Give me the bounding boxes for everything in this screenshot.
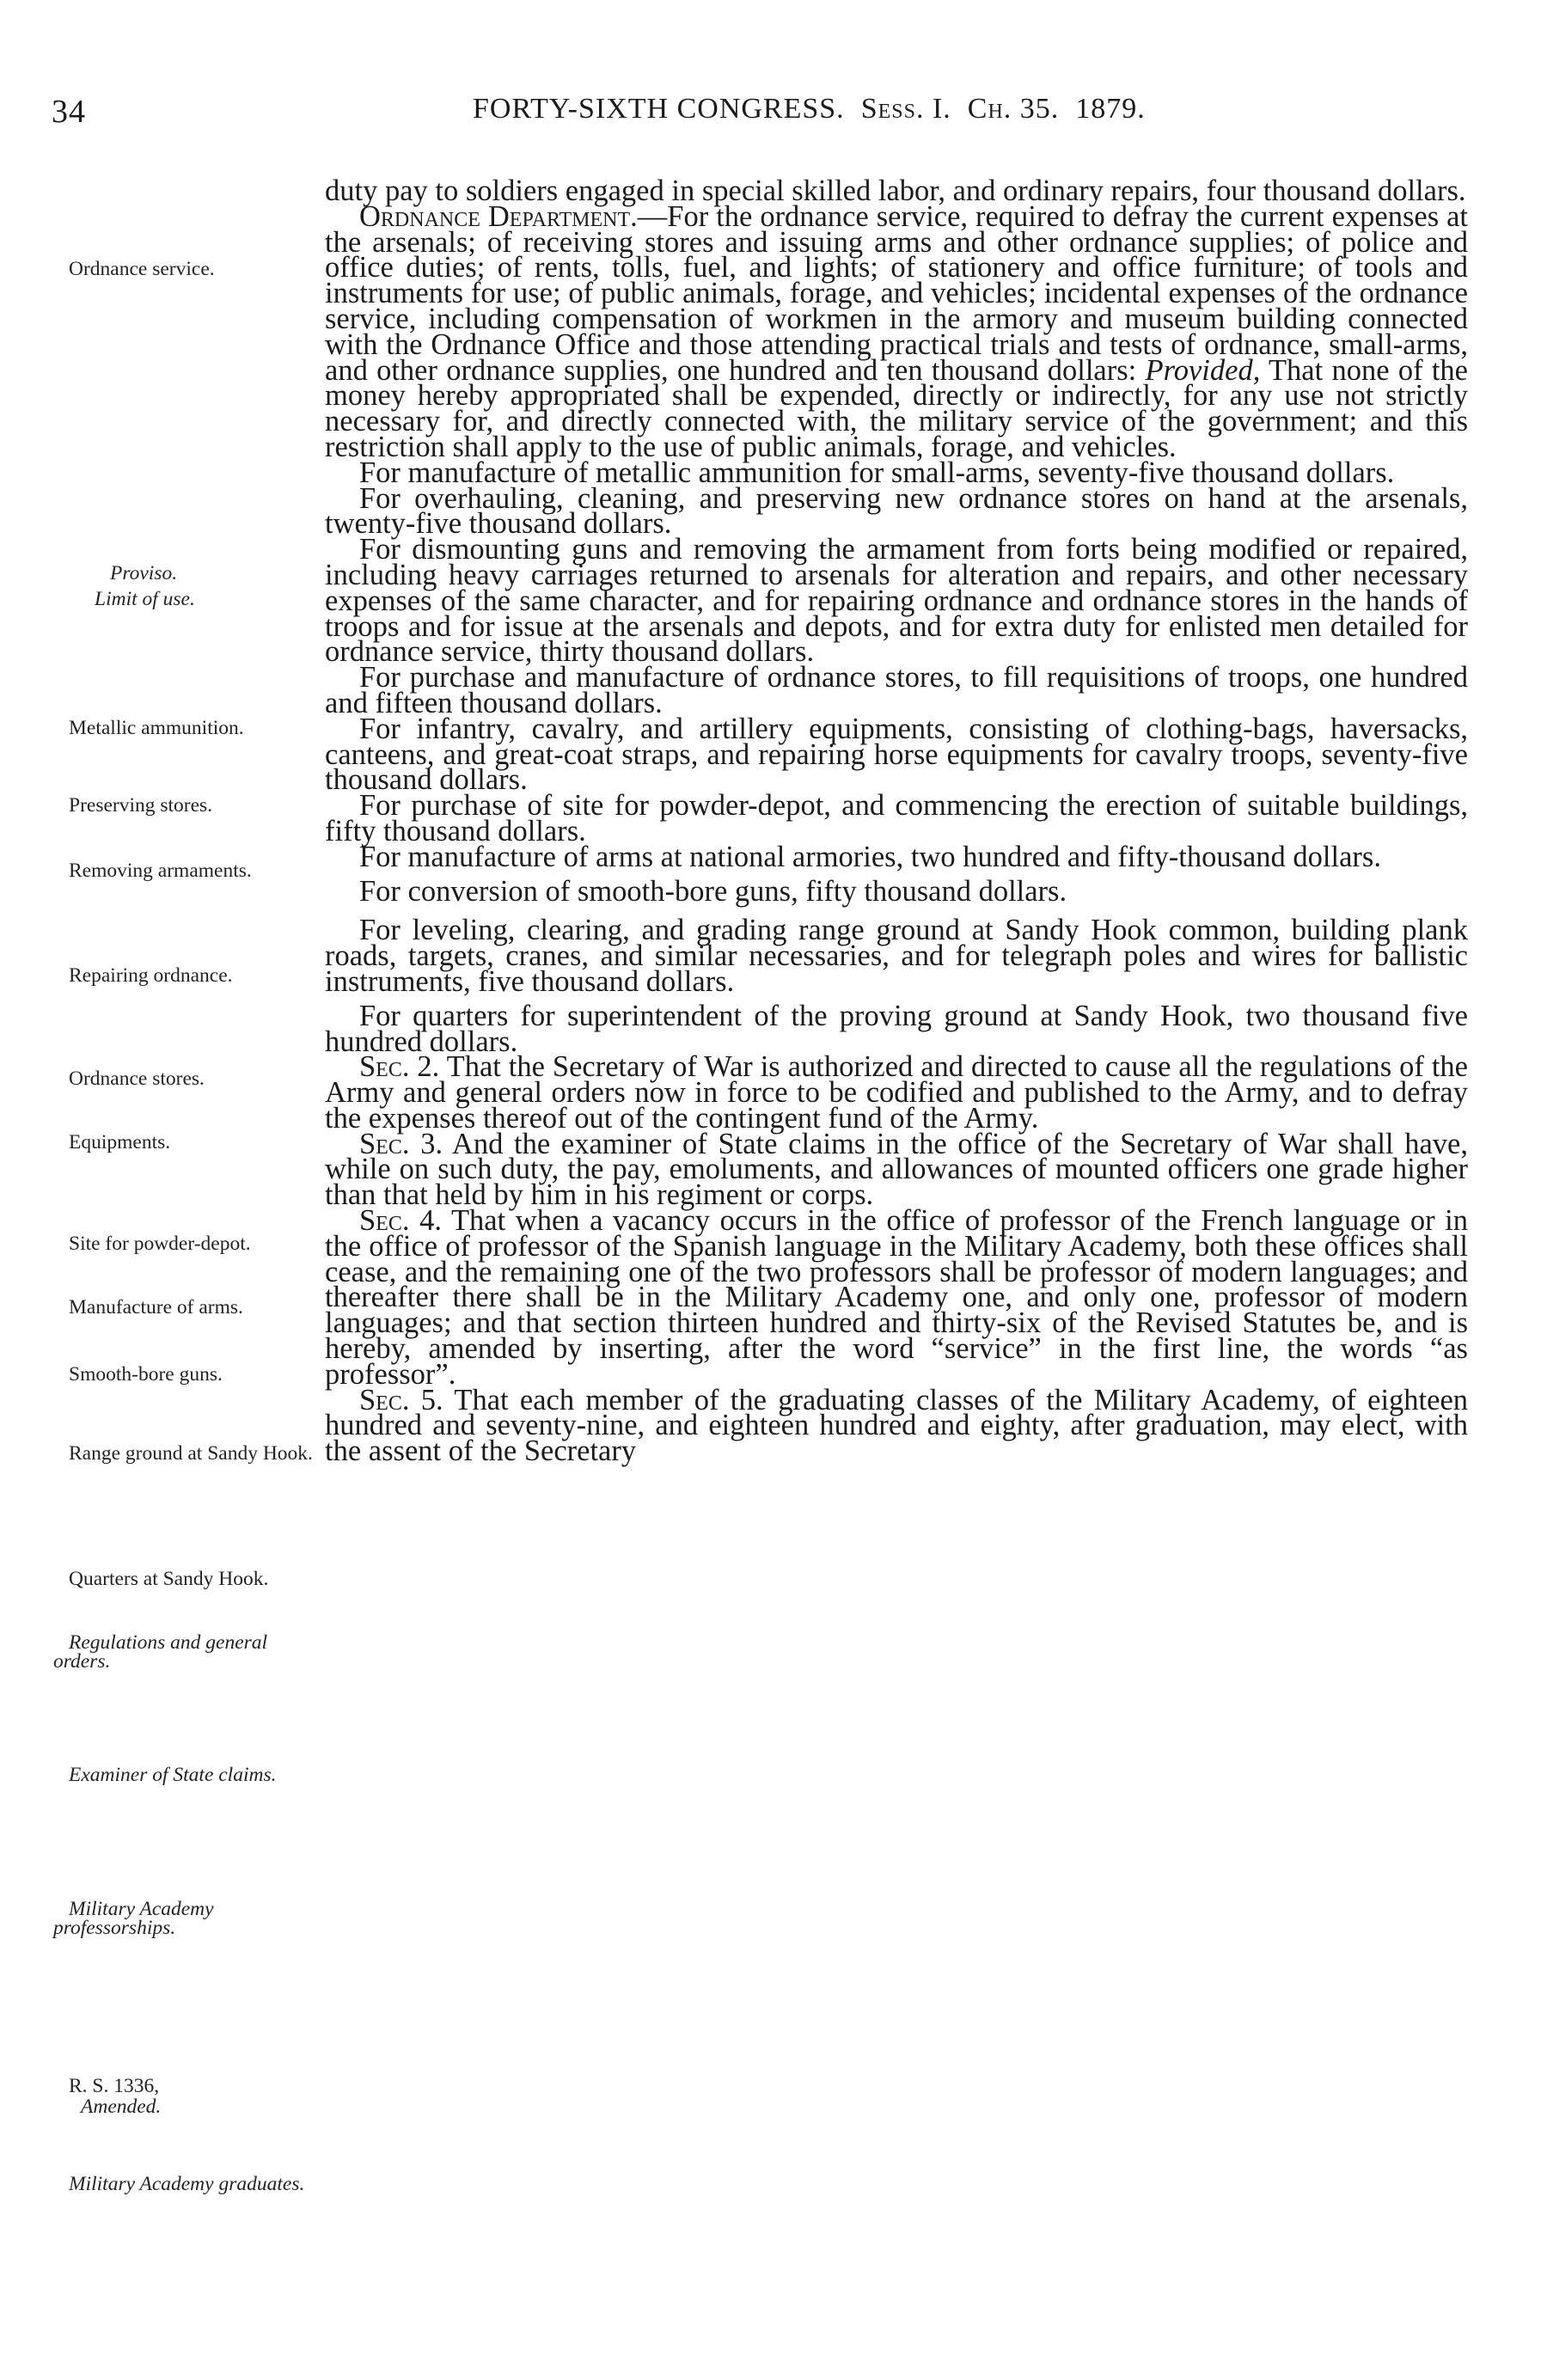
congress-title: FORTY-SIXTH CONGRESS. <box>473 93 845 125</box>
section-number: Sec. 2. <box>359 1050 440 1084</box>
chapter: Ch. 35. <box>967 93 1060 125</box>
margin-note: Range ground at Sandy Hook. <box>69 1442 313 1465</box>
paragraph <box>325 481 1468 541</box>
paragraph <box>325 1050 1468 1135</box>
margin-note: Preserving stores. <box>69 794 213 817</box>
paragraph-text: For conversion of smooth-bore guns, fifty thousand dollars. <box>359 874 1067 908</box>
margin-note: Examiner of State claims. <box>69 1764 277 1786</box>
margin-note: Manufacture of arms. <box>69 1296 243 1318</box>
proviso-word: Provided, <box>1145 353 1261 387</box>
margin-note: Smooth-bore guns. <box>69 1363 223 1386</box>
paragraph-text: That none of the money hereby appropriated shall be expended, directly or indirectly, for any use not strictly necessary for, and directly connected with, the military service of the government; and this restriction shall apply to the use of public animals, forage, and vehicles. <box>325 353 1468 463</box>
paragraph <box>325 533 1468 669</box>
paragraph <box>325 914 1468 998</box>
paragraph-text: For leveling, clearing, and grading range ground at Sandy Hook common, building plank roads, targets, cranes, and similar necessaries, and for telegraph poles and wires for ballistic instruments, five thousand dollars. <box>325 914 1468 998</box>
paragraph <box>325 1127 1468 1212</box>
page-number: 34 <box>52 94 86 130</box>
margin-note: Equipments. <box>69 1131 171 1153</box>
paragraph <box>325 874 1468 908</box>
paragraph <box>325 712 1468 797</box>
running-title <box>473 93 1146 125</box>
paragraph-text: That each member of the graduating classes of the Military Academy, of eighteen hundred and seventy-nine, and eighteen hundred and eighty, after graduation, may elect, with the assent of the Secretary <box>325 1383 1469 1468</box>
paragraph-text: For purchase and manufacture of ordnance stores, to fill requisitions of troops, one hundred and fifteen thousand dollars. <box>325 661 1468 719</box>
paragraph <box>325 661 1468 719</box>
paragraph-text: For purchase of site for powder-depot, and commencing the erection of suitable buildings, fifty thousand dollars. <box>325 789 1468 847</box>
paragraph-text: That when a vacancy occurs in the office of professor of the French language or in the office of professor of the Spanish language in the Military Academy, both these offices shall cease, and the remaining one of the two professors shall be professor of modern languages; and thereafter there shall be in the Military Academy one, and only one, professor of modern languages; and that section thirteen hundred and thirty-six of the Revised Statutes be, and is hereby, amended by inserting, after the word “service” in the first line, the words “as professor”. <box>325 1204 1468 1391</box>
margin-note: Regulations and general orders. <box>53 1631 268 1673</box>
paragraph-text: For quarters for superintendent of the proving ground at Sandy Hook, two thousand five hundred dollars. <box>325 999 1468 1058</box>
paragraph-text: For manufacture of metallic ammunition for small-arms, seventy-five thousand dollars. <box>359 456 1395 489</box>
section-heading: Ordnance Department. <box>359 199 638 233</box>
margin-note: Quarters at Sandy Hook. <box>69 1568 269 1590</box>
margin-note: Ordnance service. <box>69 258 215 280</box>
page-header <box>0 93 1541 136</box>
margin-note: Removing armaments. <box>69 860 252 882</box>
margin-note: Limit of use. <box>95 588 195 610</box>
paragraph <box>325 1204 1468 1391</box>
session: Sess. I. <box>860 93 951 125</box>
paragraph-text: For manufacture of arms at national armories, two hundred and fifty-thousand dollars. <box>359 840 1381 873</box>
paragraph-text: duty pay to soldiers engaged in special skilled labor, and ordinary repairs, four thousand dollars. <box>325 174 1466 207</box>
margin-note: Repairing ordnance. <box>69 964 233 987</box>
year: 1879. <box>1075 93 1146 125</box>
paragraph <box>325 999 1468 1058</box>
section-number: Sec. 4. <box>359 1204 442 1238</box>
margin-note: Amended. <box>81 2096 162 2118</box>
paragraph-text: For dismounting guns and removing the armament from forts being modified or repaired, including heavy carriages returned to arsenals for alteration and repairs, and other necessary expenses of the same character, and for repairing ordnance and ordnance stores in the hands of troops and for issue at the arsenals and depots, and for extra duty for enlisted men detailed for ordnance service, thirty thousand dollars. <box>325 533 1468 669</box>
margin-note: R. S. 1336, <box>69 2075 160 2097</box>
paragraph-text: For overhauling, cleaning, and preserving new ordnance stores on hand at the arsenals, twenty-five thousand dollars. <box>325 481 1468 541</box>
margin-note: Military Academy graduates. <box>69 2173 305 2195</box>
margin-note: Site for powder-depot. <box>69 1233 251 1255</box>
body-text <box>325 174 1469 1468</box>
paragraph <box>325 789 1468 847</box>
section-number: Sec. 5. <box>359 1383 443 1416</box>
margin-note: Proviso. <box>110 562 178 584</box>
section-number: Sec. 3. <box>359 1127 443 1160</box>
paragraph-text: That the Secretary of War is authorized and directed to cause all the regulations of the Army and general orders now in force to be codified and published to the Army, and to defray the expenses thereof out of the contingent fund of the Army. <box>325 1050 1468 1135</box>
paragraph-text: And the examiner of State claims in the office of the Secretary of War shall have, while on such duty, the pay, emoluments, and allowances of mounted officers one grade higher than that held by him in his regiment or corps. <box>325 1127 1468 1212</box>
paragraph <box>325 1383 1469 1468</box>
margin-note: Ordnance stores. <box>69 1068 205 1090</box>
margin-note: Military Academy professorships. <box>53 1898 214 1939</box>
paragraph <box>325 840 1468 873</box>
paragraph-text: —For the ordnance service, required to defray the current expenses at the arsenals; of receiving stores and issuing arms and other ordnance supplies; of police and office duties; of rents, tolls, fuel, and lights; of stationery and office furniture; of tools and instruments for use; of public animals, forage, and vehicles; incidental expenses of the ordnance service, including compensation of workmen in the armory and museum building connected with the Ordnance Office and those attending practical trials and tests of ordnance, small-arms, and other ordnance supplies, one hundred and ten thousand dollars: <box>325 199 1468 387</box>
margin-note: Metallic ammunition. <box>69 717 244 739</box>
paragraph-text: For infantry, cavalry, and artillery equipments, consisting of clothing-bags, haversacks, canteens, and great-coat straps, and repairing horse equipments for cavalry troops, seventy-five thousand dollars. <box>325 712 1468 797</box>
paragraph <box>325 199 1468 463</box>
